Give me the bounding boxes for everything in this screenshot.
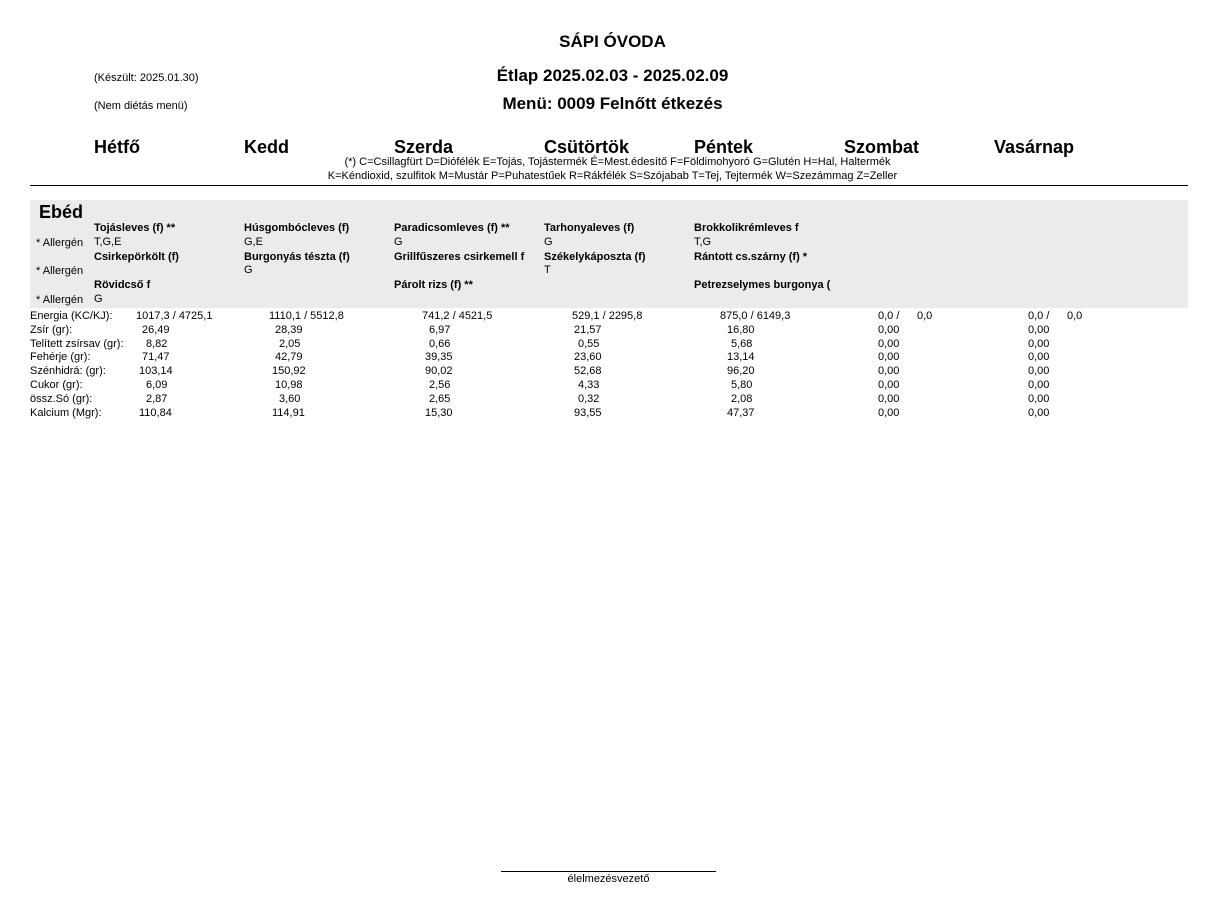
nutrient-label-protein: Fehérje (gr): xyxy=(30,351,91,363)
fat-sunday: 0,00 xyxy=(1028,324,1050,336)
fat-wednesday: 6,97 xyxy=(429,324,451,336)
energy-saturday-kj: 0,0 xyxy=(917,310,933,322)
dish-friday-1: Brokkolikrémleves f xyxy=(694,222,799,234)
calcium-friday: 47,37 xyxy=(727,407,755,419)
dish-thursday-1: Tarhonyaleves (f) xyxy=(544,222,635,234)
satfat-thursday: 0,55 xyxy=(578,338,600,350)
sugar-saturday: 0,00 xyxy=(878,379,900,391)
nutrient-label-sugar: Cukor (gr): xyxy=(30,379,83,391)
salt-thursday: 0,32 xyxy=(578,393,600,405)
nutrient-label-carbohydrate: Szénhidrá: (gr): xyxy=(30,365,106,377)
menu-name: Menü: 0009 Felnőtt étkezés xyxy=(502,94,723,113)
day-header-friday: Péntek xyxy=(694,137,754,157)
salt-wednesday: 2,65 xyxy=(429,393,451,405)
allergens-monday-1: T,G,E xyxy=(94,236,122,248)
allergens-monday-3: G xyxy=(94,293,103,305)
carb-monday: 103,14 xyxy=(139,365,173,377)
carb-tuesday: 150,92 xyxy=(272,365,306,377)
carb-thursday: 52,68 xyxy=(574,365,602,377)
nutrient-label-fat: Zsír (gr): xyxy=(30,324,73,336)
day-header-wednesday: Szerda xyxy=(394,137,454,157)
fat-monday: 26,49 xyxy=(142,324,170,336)
nutrient-label-calcium: Kalcium (Mgr): xyxy=(30,407,102,419)
dish-monday-2: Csirkepörkölt (f) xyxy=(94,251,179,263)
energy-tuesday: 1110,1 / 5512,8 xyxy=(269,310,344,322)
salt-saturday: 0,00 xyxy=(878,393,900,405)
allergen-label-2: * Allergén xyxy=(36,265,84,277)
menu-period-title: Étlap 2025.02.03 - 2025.02.09 xyxy=(496,66,729,85)
carb-saturday: 0,00 xyxy=(878,365,900,377)
signature-line xyxy=(501,871,716,872)
salt-friday: 2,08 xyxy=(731,393,753,405)
protein-saturday: 0,00 xyxy=(878,351,900,363)
dish-friday-3: Petrezselymes burgonya ( xyxy=(694,279,831,291)
nutrient-label-energy: Energia (KC/KJ): xyxy=(30,310,113,322)
satfat-sunday: 0,00 xyxy=(1028,338,1050,350)
fat-saturday: 0,00 xyxy=(878,324,900,336)
salt-tuesday: 3,60 xyxy=(279,393,301,405)
satfat-wednesday: 0,66 xyxy=(429,338,451,350)
allergens-thursday-1: G xyxy=(544,236,553,248)
salt-sunday: 0,00 xyxy=(1028,393,1050,405)
calcium-sunday: 0,00 xyxy=(1028,407,1050,419)
energy-friday: 875,0 / 6149,3 xyxy=(720,310,791,322)
fat-tuesday: 28,39 xyxy=(275,324,303,336)
carb-friday: 96,20 xyxy=(727,365,755,377)
signature-label: élelmezésvezető xyxy=(567,873,650,885)
day-header-tuesday: Kedd xyxy=(244,137,289,157)
energy-saturday-kcal: 0,0 / xyxy=(878,310,900,322)
allergen-label-3: * Allergén xyxy=(36,294,84,306)
sugar-thursday: 4,33 xyxy=(578,379,600,391)
sugar-monday: 6,09 xyxy=(146,379,168,391)
allergens-tuesday-1: G,E xyxy=(244,236,263,248)
dish-friday-2: Rántott cs.szárny (f) * xyxy=(694,251,808,263)
energy-sunday-kcal: 0,0 / xyxy=(1028,310,1050,322)
allergens-thursday-2: T xyxy=(544,264,551,276)
sugar-tuesday: 10,98 xyxy=(275,379,303,391)
energy-monday: 1017,3 / 4725,1 xyxy=(136,310,213,322)
protein-monday: 71,47 xyxy=(142,351,170,363)
dish-tuesday-2: Burgonyás tészta (f) xyxy=(244,251,350,263)
carb-wednesday: 90,02 xyxy=(425,365,453,377)
created-date: (Készült: 2025.01.30) xyxy=(94,72,199,84)
sugar-wednesday: 2,56 xyxy=(429,379,451,391)
energy-wednesday: 741,2 / 4521,5 xyxy=(422,310,493,322)
calcium-wednesday: 15,30 xyxy=(425,407,453,419)
dish-monday-3: Rövidcső f xyxy=(94,279,151,291)
nutrient-label-saturated-fat: Telített zsírsav (gr): xyxy=(30,338,124,350)
protein-wednesday: 39,35 xyxy=(425,351,453,363)
calcium-monday: 110,84 xyxy=(139,407,172,419)
nutrient-label-salt: össz.Só (gr): xyxy=(30,393,93,405)
carb-sunday: 0,00 xyxy=(1028,365,1050,377)
day-header-saturday: Szombat xyxy=(844,137,920,157)
header-divider xyxy=(30,185,1188,186)
dish-wednesday-3: Párolt rizs (f) ** xyxy=(394,279,473,291)
allergens-wednesday-1: G xyxy=(394,236,403,248)
energy-sunday-kj: 0,0 xyxy=(1067,310,1083,322)
sugar-friday: 5,80 xyxy=(731,379,753,391)
calcium-saturday: 0,00 xyxy=(878,407,900,419)
protein-sunday: 0,00 xyxy=(1028,351,1050,363)
satfat-tuesday: 2,05 xyxy=(279,338,301,350)
satfat-friday: 5,68 xyxy=(731,338,753,350)
sugar-sunday: 0,00 xyxy=(1028,379,1050,391)
allergen-label-1: * Allergén xyxy=(36,237,84,249)
dish-thursday-2: Székelykáposzta (f) xyxy=(544,251,646,263)
satfat-saturday: 0,00 xyxy=(878,338,900,350)
calcium-tuesday: 114,91 xyxy=(272,407,305,419)
dish-tuesday-1: Húsgombócleves (f) xyxy=(244,222,350,234)
day-header-sunday: Vasárnap xyxy=(994,137,1075,157)
allergens-friday-1: T,G xyxy=(694,236,712,248)
allergen-legend-line-2: K=Kéndioxid, szulfitok M=Mustár P=Puhatestűek R=Rákfélék S=Szójabab T=Tej, Tejtermék W=Szezámmag Z=Zeller xyxy=(327,170,898,182)
allergens-tuesday-2: G xyxy=(244,264,253,276)
meal-name: Ebéd xyxy=(39,202,84,222)
diet-note: (Nem diétás menü) xyxy=(94,100,188,112)
energy-thursday: 529,1 / 2295,8 xyxy=(572,310,643,322)
dish-monday-1: Tojásleves (f) ** xyxy=(94,222,176,234)
protein-tuesday: 42,79 xyxy=(275,351,303,363)
allergen-legend-line-1: (*) C=Csillagfürt D=Diófélék E=Tojás, Tojástermék É=Mest.édesítő F=Földimohyoró G=Glutén H=Hal, Haltermék xyxy=(344,156,891,168)
org-name: SÁPI ÓVODA xyxy=(559,32,666,51)
protein-friday: 13,14 xyxy=(727,351,755,363)
dish-wednesday-1: Paradicsomleves (f) ** xyxy=(394,222,510,234)
satfat-monday: 8,82 xyxy=(146,338,168,350)
dish-wednesday-2: Grillfűszeres csirkemell f xyxy=(394,251,525,263)
fat-thursday: 21,57 xyxy=(574,324,602,336)
fat-friday: 16,80 xyxy=(727,324,755,336)
salt-monday: 2,87 xyxy=(146,393,168,405)
calcium-thursday: 93,55 xyxy=(574,407,602,419)
day-header-monday: Hétfő xyxy=(94,137,140,157)
day-header-thursday: Csütörtök xyxy=(544,137,629,157)
protein-thursday: 23,60 xyxy=(574,351,602,363)
